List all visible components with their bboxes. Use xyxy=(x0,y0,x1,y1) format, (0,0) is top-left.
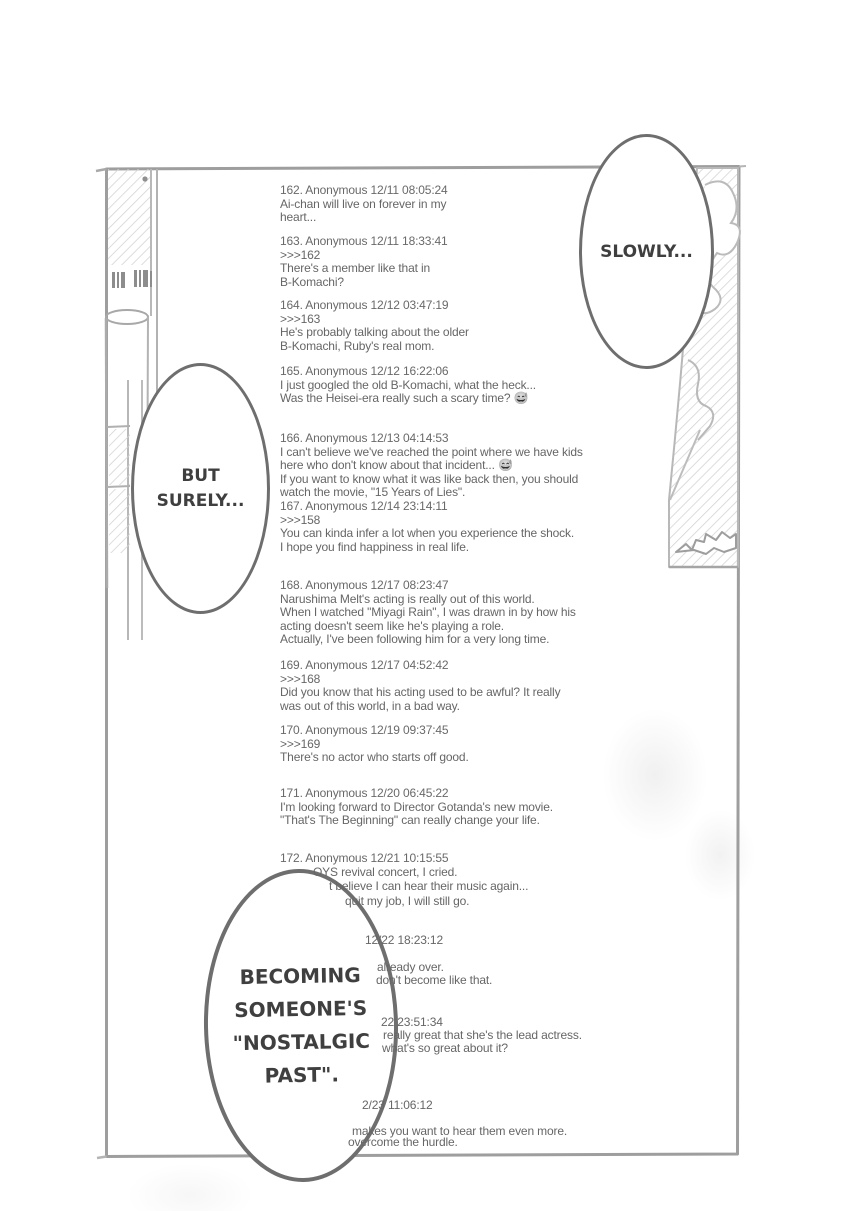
post-header: 165. Anonymous 12/12 16:22:06 xyxy=(280,364,449,378)
post-header-fragment: 12/22 18:23:12 xyxy=(365,933,443,947)
forum-post xyxy=(280,365,536,406)
post-header: 163. Anonymous 12/11 18:33:41 xyxy=(280,234,448,248)
post-header-fragment: 2/23 11:06:12 xyxy=(362,1098,433,1112)
bubble-text: SURELY... xyxy=(156,490,245,511)
post-line: When I watched "Miyagi Rain", I was drawn in by how his xyxy=(280,605,576,619)
post-header: 171. Anonymous 12/20 06:45:22 xyxy=(280,786,449,800)
forum-post xyxy=(280,432,583,500)
post-line: here who don't know about that incident... 😅 xyxy=(280,458,513,472)
bubble-text: "NOSTALGIC xyxy=(232,1028,371,1055)
post-line: He's probably talking about the older xyxy=(280,325,469,339)
post-line: Actually, I've been following him for a very long time. xyxy=(280,632,550,646)
forum-post xyxy=(280,299,469,353)
post-line: >>>158 xyxy=(280,512,321,527)
post-line: was out of this world, in a bad way. xyxy=(280,698,460,713)
post-line: I'm looking forward to Director Gotanda's new movie. xyxy=(280,799,553,814)
post-line: >>>162 xyxy=(280,247,321,262)
post-line: I can't believe we've reached the point where we have kids xyxy=(280,444,583,459)
post-line-fragment: already over. xyxy=(377,960,444,974)
post-line: >>>168 xyxy=(280,671,321,686)
forum-post xyxy=(280,235,448,289)
post-line: acting doesn't seem like he's playing a role. xyxy=(280,618,504,633)
post-line: If you want to know what it was like back then, you should xyxy=(280,471,579,486)
post-header: 172. Anonymous 12/21 10:15:55 xyxy=(280,851,449,865)
post-line-fragment: overcome the hurdle. xyxy=(348,1135,458,1149)
bubble-text: BUT xyxy=(181,465,220,486)
post-line: Narushima Melt's acting is really out of this world. xyxy=(280,591,535,606)
post-line: B-Komachi, Ruby's real mom. xyxy=(280,338,435,353)
post-line-fragment: really great that she's the lead actress. xyxy=(383,1028,582,1042)
post-line: Ai-chan will live on forever in my xyxy=(280,196,447,211)
post-header: 162. Anonymous 12/11 08:05:24 xyxy=(280,183,448,197)
post-line: Was the Heisei-era really such a scary time? 😅 xyxy=(280,391,529,405)
post-line: B-Komachi? xyxy=(280,274,344,289)
post-line: >>>163 xyxy=(280,311,321,326)
post-header-fragment: 22 23:51:34 xyxy=(381,1015,443,1029)
post-line: You can kinda infer a lot when you experience the shock. xyxy=(280,526,575,540)
bubble-text: PAST". xyxy=(264,1061,340,1088)
post-line: There's a member like that in xyxy=(280,261,431,275)
bubble-text: SLOWLY... xyxy=(600,241,693,262)
speech-bubble-slowly xyxy=(579,134,714,369)
forum-post xyxy=(280,500,574,554)
post-header: 168. Anonymous 12/17 08:23:47 xyxy=(280,578,449,592)
post-line: >>>169 xyxy=(280,736,321,751)
post-line: Did you know that his acting used to be awful? It really xyxy=(280,685,561,699)
post-line-fragment: OYS revival concert, I cried. xyxy=(313,865,458,879)
speech-bubble-but-surely xyxy=(131,363,270,614)
bubble-text: BECOMING xyxy=(239,962,361,989)
post-line: I just googled the old B-Komachi, what the heck... xyxy=(280,377,536,392)
forum-post xyxy=(280,184,448,225)
post-line-fragment: quit my job, I will still go. xyxy=(345,894,470,908)
post-line-fragment: makes you want to hear them even more. xyxy=(352,1124,568,1138)
forum-post xyxy=(280,724,469,765)
post-header: 167. Anonymous 12/14 23:14:11 xyxy=(280,499,448,513)
post-line-fragment: don't become like that. xyxy=(376,973,493,987)
bubble-text: SOMEONE'S xyxy=(234,995,368,1022)
post-header: 166. Anonymous 12/13 04:14:53 xyxy=(280,431,449,445)
forum-post xyxy=(280,852,448,866)
post-line: There's no actor who starts off good. xyxy=(280,750,469,764)
post-line: watch the movie, "15 Years of Lies". xyxy=(280,485,466,499)
post-line-fragment: what's so great about it? xyxy=(382,1041,508,1055)
post-line-fragment: t believe I can hear their music again... xyxy=(329,879,529,893)
post-header: 169. Anonymous 12/17 04:52:42 xyxy=(280,658,449,672)
post-line: heart... xyxy=(280,210,317,224)
post-line: I hope you find happiness in real life. xyxy=(280,539,469,554)
forum-post xyxy=(280,579,576,647)
forum-post xyxy=(280,787,553,828)
forum-post xyxy=(280,659,560,713)
post-header: 170. Anonymous 12/19 09:37:45 xyxy=(280,723,449,737)
post-header: 164. Anonymous 12/12 03:47:19 xyxy=(280,298,449,312)
post-line: "That's The Beginning" can really change your life. xyxy=(280,813,540,827)
